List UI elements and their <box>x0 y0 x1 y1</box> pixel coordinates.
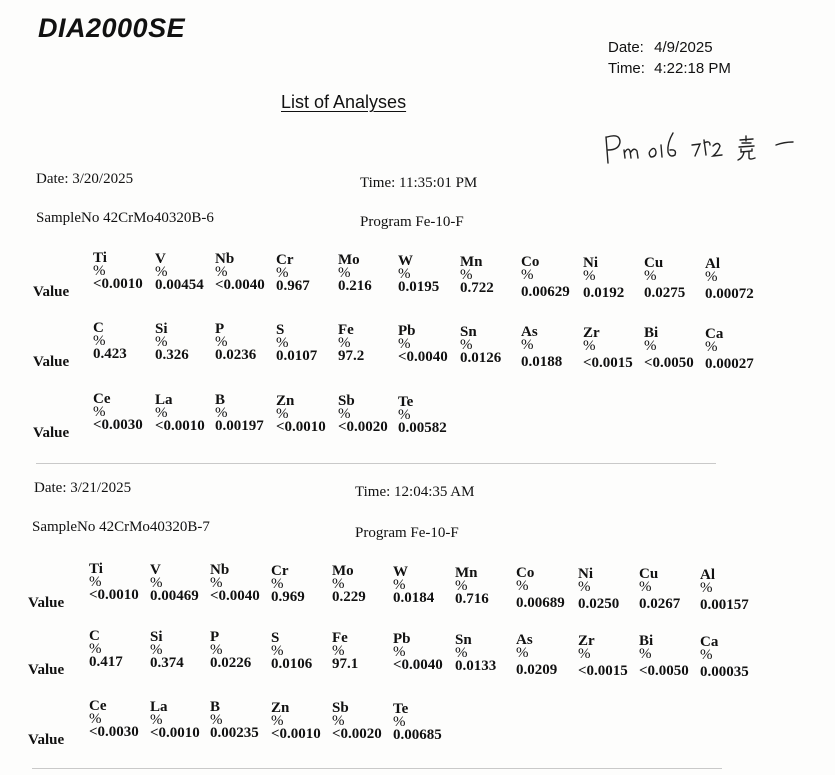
element-value: 0.967 <box>276 277 310 294</box>
unit-label: % <box>215 264 228 281</box>
print-date-label: Date: <box>608 39 644 56</box>
element-symbol: Sb <box>332 700 349 717</box>
element-value: <0.0040 <box>393 657 443 673</box>
unit-label: % <box>393 644 406 660</box>
unit-label: % <box>398 266 411 282</box>
element-value: <0.0015 <box>583 354 633 371</box>
element-symbol: As <box>516 632 533 649</box>
unit-label: % <box>516 645 529 662</box>
element-cell-c <box>93 322 127 361</box>
element-cell-mn <box>460 253 494 296</box>
unit-label: % <box>155 333 168 350</box>
unit-label: % <box>521 337 534 354</box>
print-time <box>608 60 731 77</box>
element-symbol: Cr <box>271 562 289 579</box>
element-symbol: Si <box>150 628 163 645</box>
element-cell-si <box>155 320 189 363</box>
element-symbol: Zn <box>271 699 290 716</box>
unit-label: % <box>271 575 284 592</box>
unit-label: % <box>89 641 102 657</box>
unit-label: % <box>155 404 168 421</box>
element-value: 97.2 <box>338 348 365 365</box>
element-value: 0.00454 <box>155 276 204 293</box>
unit-label: % <box>700 647 713 663</box>
element-symbol: Al <box>700 567 715 583</box>
unit-label: % <box>155 263 168 280</box>
element-symbol: Sb <box>338 393 355 410</box>
element-cell-cu <box>644 257 685 300</box>
element-value: 0.00235 <box>210 725 259 742</box>
element-symbol: P <box>210 629 220 646</box>
unit-label: % <box>516 578 529 595</box>
element-value: 0.00035 <box>700 664 749 680</box>
element-value: 0.229 <box>332 589 366 606</box>
unit-label: % <box>271 712 284 729</box>
element-cell-te <box>393 703 442 742</box>
element-value: 0.969 <box>271 588 305 605</box>
element-symbol: Ni <box>583 254 598 271</box>
unit-label: % <box>93 263 106 279</box>
element-cell-co <box>521 256 570 299</box>
element-symbol: C <box>89 628 100 644</box>
element-cell-s <box>276 321 318 364</box>
element-symbol: C <box>93 320 104 336</box>
element-cell-ni <box>578 565 620 612</box>
element-symbol: Te <box>393 701 409 717</box>
print-time-value: 4:22:18 PM <box>654 60 731 77</box>
row-label: Value <box>33 284 70 300</box>
element-value: <0.0040 <box>210 588 260 605</box>
unit-label: % <box>332 643 345 660</box>
element-cell-sb <box>332 702 382 741</box>
element-value: 0.0209 <box>516 662 558 679</box>
element-symbol: Ce <box>93 391 111 407</box>
element-value: 0.374 <box>150 654 184 671</box>
element-symbol: Cu <box>644 255 664 272</box>
element-value: 0.0275 <box>644 285 686 302</box>
element-cell-w <box>398 255 439 294</box>
element-value: 0.423 <box>93 346 127 362</box>
element-value: <0.0020 <box>332 726 382 743</box>
program-name: Program Fe-10-F <box>355 525 459 541</box>
element-symbol: Sn <box>455 631 472 648</box>
element-symbol: Ce <box>89 698 107 714</box>
element-symbol: Ti <box>93 250 107 266</box>
element-symbol: Al <box>705 256 720 272</box>
element-value: 0.0184 <box>393 590 435 606</box>
element-cell-cu <box>639 568 680 611</box>
element-symbol: Pb <box>393 631 411 647</box>
element-cell-al <box>705 258 754 301</box>
element-symbol: Zr <box>578 632 595 649</box>
element-value: 0.0226 <box>210 655 252 672</box>
element-cell-mo <box>338 254 372 293</box>
element-symbol: Zr <box>583 324 600 341</box>
unit-label: % <box>93 333 106 349</box>
unit-label: % <box>639 646 652 663</box>
element-value: <0.0010 <box>276 418 326 435</box>
element-cell-te <box>398 396 447 435</box>
unit-label: % <box>150 711 163 728</box>
unit-label: % <box>393 714 406 730</box>
unit-label: % <box>215 405 228 422</box>
unit-label: % <box>521 267 534 284</box>
element-value: <0.0050 <box>644 355 694 372</box>
element-value: 0.0195 <box>398 279 440 295</box>
element-value: 0.00685 <box>393 727 442 743</box>
element-cell-ni <box>583 254 625 301</box>
row-label: Value <box>33 425 70 441</box>
element-symbol: P <box>215 321 225 338</box>
unit-label: % <box>210 642 223 659</box>
element-symbol: Mo <box>338 252 360 269</box>
element-cell-ti <box>89 563 139 602</box>
print-date-value: 4/9/2025 <box>654 39 713 56</box>
unit-label: % <box>276 264 289 281</box>
element-symbol: Bi <box>639 633 654 650</box>
unit-label: % <box>455 644 468 661</box>
element-symbol: S <box>276 321 285 338</box>
document-title: List of Analyses <box>281 92 407 112</box>
element-cell-pb <box>393 633 443 672</box>
sample-number: SampleNo 42CrMo40320B-7 <box>32 519 210 535</box>
element-cell-ce <box>93 393 143 432</box>
handwritten-note <box>600 125 810 170</box>
element-cell-pb <box>398 325 448 364</box>
element-value: <0.0010 <box>150 724 200 741</box>
element-cell-al <box>700 569 749 612</box>
element-value: <0.0030 <box>89 724 139 740</box>
row-label: Value <box>33 354 70 370</box>
unit-label: % <box>276 334 289 351</box>
unit-label: % <box>398 336 411 352</box>
element-cell-p <box>210 631 251 670</box>
element-symbol: V <box>150 561 161 578</box>
element-value: 0.00197 <box>215 418 264 435</box>
element-cell-ca <box>705 328 754 371</box>
unit-label: % <box>338 265 351 282</box>
element-value: 0.0107 <box>276 347 318 364</box>
element-value: <0.0010 <box>89 587 139 603</box>
element-cell-fe <box>338 324 364 363</box>
element-value: 0.00027 <box>705 356 754 372</box>
unit-label: % <box>700 580 713 596</box>
element-symbol: Pb <box>398 323 416 339</box>
unit-label: % <box>89 711 102 727</box>
element-symbol: B <box>215 392 226 409</box>
unit-label: % <box>276 405 289 422</box>
unit-label: % <box>578 578 591 595</box>
element-cell-nb <box>215 253 265 292</box>
unit-label: % <box>332 576 345 593</box>
unit-label: % <box>271 642 284 659</box>
element-cell-nb <box>210 564 260 603</box>
row-label: Value <box>28 732 65 748</box>
element-symbol: As <box>521 324 538 341</box>
element-symbol: Co <box>521 254 540 271</box>
element-symbol: Cu <box>639 566 659 583</box>
unit-label: % <box>150 641 163 658</box>
element-value: 0.326 <box>155 346 189 363</box>
unit-label: % <box>210 712 223 729</box>
element-symbol: B <box>210 699 221 716</box>
element-cell-fe <box>332 632 358 671</box>
element-value: 0.216 <box>338 278 372 295</box>
element-symbol: Nb <box>215 251 235 268</box>
print-time-label: Time: <box>608 60 645 77</box>
element-value: 0.0267 <box>639 596 681 613</box>
sample-number: SampleNo 42CrMo40320B-6 <box>36 210 214 226</box>
program-name: Program Fe-10-F <box>360 214 464 230</box>
element-cell-bi <box>639 635 689 678</box>
element-value: <0.0040 <box>215 277 265 294</box>
element-value: 97.1 <box>332 656 359 673</box>
element-cell-c <box>89 630 123 669</box>
unit-label: % <box>460 336 473 353</box>
element-cell-v <box>150 561 199 604</box>
element-cell-sn <box>460 323 502 366</box>
element-cell-zr <box>583 324 633 371</box>
unit-label: % <box>332 713 345 730</box>
analysis-time: Time: 12:04:35 AM <box>355 484 475 500</box>
element-cell-co <box>516 567 565 610</box>
element-cell-la <box>155 391 205 434</box>
element-value: <0.0020 <box>338 419 388 436</box>
element-symbol: Sn <box>460 323 477 340</box>
element-value: <0.0015 <box>578 662 628 679</box>
unit-label: % <box>150 574 163 591</box>
element-value: 0.0250 <box>578 595 620 612</box>
element-value: 0.417 <box>89 654 123 670</box>
unit-label: % <box>215 334 228 351</box>
element-cell-b <box>215 394 264 433</box>
unit-label: % <box>338 335 351 352</box>
element-symbol: Si <box>155 320 168 337</box>
element-cell-sn <box>455 631 497 674</box>
element-value: <0.0030 <box>93 417 143 433</box>
element-value: 0.00072 <box>705 286 754 302</box>
element-symbol: Ni <box>578 565 593 582</box>
row-label: Value <box>28 595 65 611</box>
element-symbol: Cr <box>276 251 294 268</box>
element-cell-sb <box>338 395 388 434</box>
element-symbol: Nb <box>210 562 230 579</box>
unit-label: % <box>398 407 411 423</box>
unit-label: % <box>210 575 223 592</box>
unit-label: % <box>460 266 473 283</box>
element-value: 0.00157 <box>700 597 749 613</box>
unit-label: % <box>644 268 657 285</box>
unit-label: % <box>338 406 351 423</box>
element-cell-v <box>155 250 204 293</box>
element-cell-zr <box>578 632 628 679</box>
element-symbol: Mn <box>460 253 483 270</box>
unit-label: % <box>583 337 596 354</box>
element-symbol: Fe <box>338 322 354 339</box>
element-value: 0.0236 <box>215 347 257 364</box>
element-value: 0.00469 <box>150 587 199 604</box>
unit-label: % <box>644 338 657 355</box>
element-cell-as <box>521 326 562 369</box>
element-symbol: Zn <box>276 392 295 409</box>
element-cell-mn <box>455 564 489 607</box>
element-symbol: W <box>398 253 413 269</box>
element-value: 0.0192 <box>583 284 625 301</box>
element-symbol: Fe <box>332 630 348 647</box>
section-divider <box>32 768 722 769</box>
element-symbol: Te <box>398 394 414 410</box>
element-value: 0.716 <box>455 590 489 607</box>
element-symbol: Ti <box>89 561 103 577</box>
print-date <box>608 39 713 56</box>
unit-label: % <box>93 404 106 420</box>
element-cell-ce <box>89 700 139 739</box>
element-cell-si <box>150 628 184 671</box>
element-cell-p <box>215 323 256 362</box>
unit-label: % <box>89 574 102 590</box>
element-value: 0.722 <box>460 279 494 296</box>
unit-label: % <box>583 267 596 284</box>
element-cell-s <box>271 629 313 672</box>
element-value: 0.0188 <box>521 354 563 371</box>
element-value: <0.0010 <box>271 725 321 742</box>
row-label: Value <box>28 662 65 678</box>
analysis-date: Date: 3/20/2025 <box>36 171 134 187</box>
element-symbol: La <box>150 698 168 715</box>
element-value: 0.0133 <box>455 657 497 674</box>
element-symbol: Ca <box>700 634 719 650</box>
app-title: DIA2000SE <box>38 13 186 43</box>
element-value: <0.0040 <box>398 349 448 365</box>
unit-label: % <box>578 645 591 662</box>
element-cell-as <box>516 634 557 677</box>
element-cell-ti <box>93 252 143 291</box>
element-symbol: Co <box>516 565 535 582</box>
element-symbol: Mn <box>455 564 478 581</box>
element-symbol: La <box>155 391 173 408</box>
element-cell-bi <box>644 327 694 370</box>
element-value: 0.0106 <box>271 655 313 672</box>
element-cell-zn <box>276 392 326 435</box>
element-cell-w <box>393 566 434 605</box>
element-value: 0.00689 <box>516 595 565 612</box>
element-value: 0.00629 <box>521 284 570 301</box>
unit-label: % <box>639 579 652 596</box>
element-symbol: Ca <box>705 326 724 342</box>
unit-label: % <box>455 577 468 594</box>
element-symbol: S <box>271 629 280 646</box>
unit-label: % <box>393 577 406 593</box>
element-symbol: W <box>393 564 408 580</box>
element-symbol: V <box>155 250 166 267</box>
element-cell-mo <box>332 565 366 604</box>
section-divider <box>36 463 716 464</box>
element-value: <0.0010 <box>155 417 205 434</box>
element-cell-la <box>150 698 200 741</box>
element-symbol: Bi <box>644 325 659 342</box>
element-value: 0.0126 <box>460 349 502 366</box>
unit-label: % <box>705 339 718 355</box>
element-value: <0.0010 <box>93 276 143 292</box>
element-cell-zn <box>271 699 321 742</box>
element-value: <0.0050 <box>639 663 689 680</box>
element-value: 0.00582 <box>398 420 447 436</box>
element-cell-ca <box>700 636 749 679</box>
element-cell-b <box>210 701 259 740</box>
analysis-time: Time: 11:35:01 PM <box>360 175 478 191</box>
element-cell-cr <box>276 251 310 294</box>
element-symbol: Mo <box>332 563 354 580</box>
analysis-date: Date: 3/21/2025 <box>34 480 132 496</box>
element-cell-cr <box>271 562 305 605</box>
unit-label: % <box>705 269 718 285</box>
